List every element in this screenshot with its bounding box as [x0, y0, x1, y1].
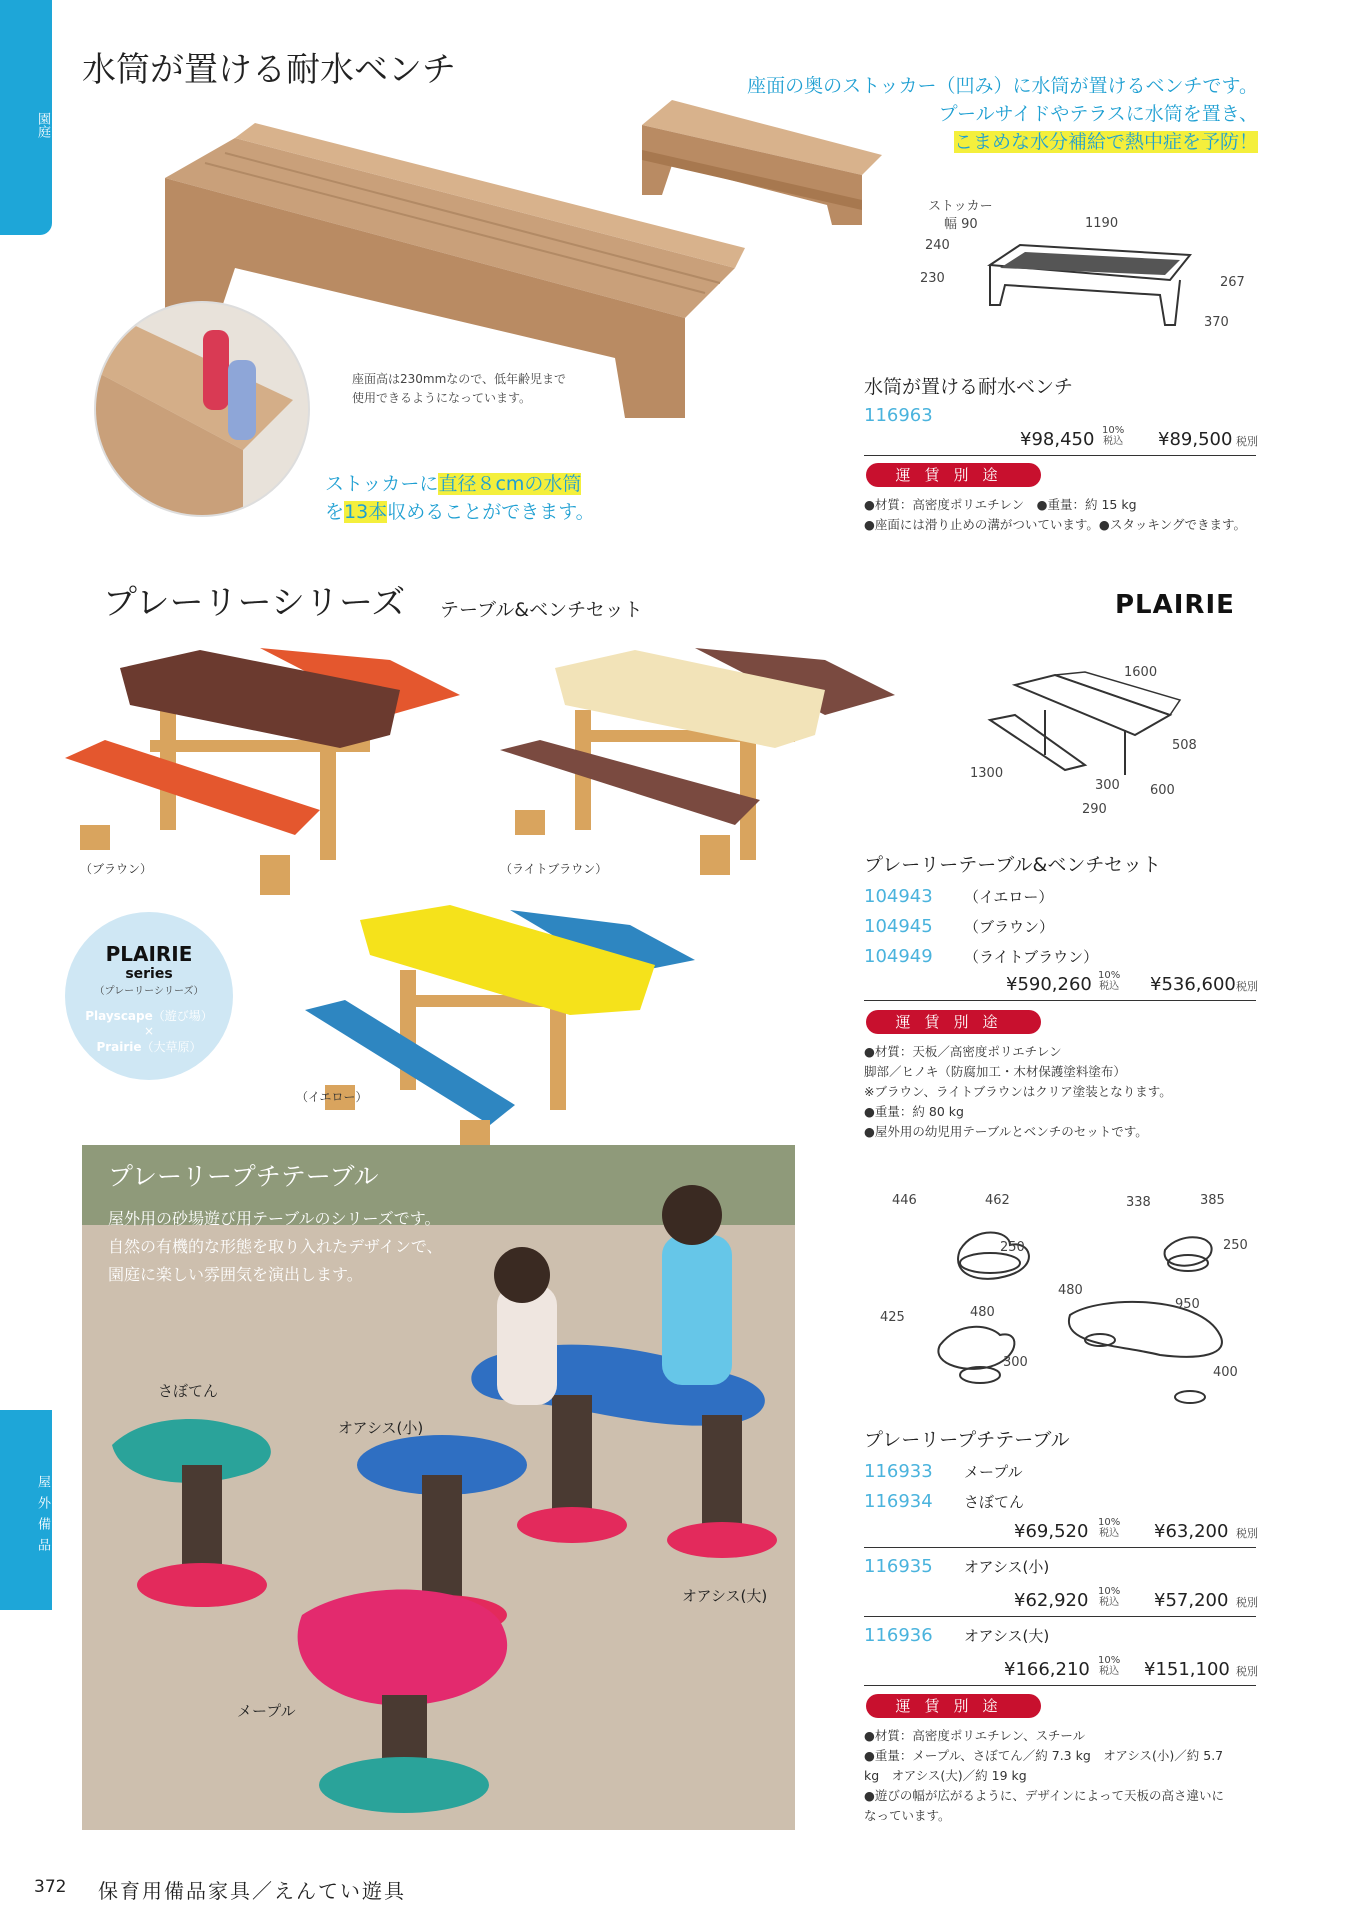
product-code[interactable]: 104949 — [864, 946, 933, 967]
stacked-bench-photo — [632, 95, 892, 245]
dim-depth: 600 — [1150, 783, 1175, 798]
excl-label: 税別 — [1236, 435, 1258, 448]
dim-maple-1: 446 — [892, 1193, 917, 1208]
side-tab-outdoor[interactable] — [0, 1410, 52, 1610]
bench-product-code[interactable]: 116963 — [864, 405, 933, 426]
spec-line: ●座面には滑り止めの溝がついています。●スタッキングできます。 — [864, 517, 1246, 532]
product-code[interactable]: 116936 — [864, 1625, 933, 1646]
stocker-capacity-note — [325, 470, 595, 526]
desc-line: 座面の奥のストッカー（凹み）に水筒が置けるベンチです。 — [747, 75, 1258, 97]
petit-code-row-2 — [864, 1556, 1049, 1577]
desc-line-highlight: こまめな水分補給で熱中症を予防！ — [953, 131, 1258, 153]
petit-code-row-3 — [864, 1625, 1049, 1646]
prairie-logo: PLAIRIE — [1115, 590, 1235, 620]
dim-maple-2: 462 — [985, 1193, 1010, 1208]
product-code[interactable]: 116934 — [864, 1491, 933, 1512]
prairie-specs — [864, 1042, 1172, 1142]
badge-cross: × — [143, 1024, 155, 1038]
code-label: メープル — [964, 1463, 1023, 1481]
petit-price-row-2 — [864, 1586, 1256, 1617]
price-excl-tax: ¥57,200 — [1154, 1590, 1229, 1611]
dim-depth: 370 — [1204, 315, 1229, 330]
dim-height: 508 — [1172, 738, 1197, 753]
product-code[interactable]: 116933 — [864, 1461, 933, 1482]
dim-oasis-s-3: 250 — [1223, 1238, 1248, 1253]
excl-label: 税別 — [1236, 1665, 1258, 1678]
dim-oasis-s-1: 338 — [1126, 1195, 1151, 1210]
dim-width: 1190 — [1085, 216, 1119, 231]
dim-saboten-1: 425 — [880, 1310, 905, 1325]
code-label: （イエロー） — [964, 888, 1054, 906]
price-incl-tax: ¥62,920 — [1014, 1590, 1089, 1611]
code-label: さぼてん — [964, 1493, 1025, 1511]
badge-text: （大草原） — [141, 1040, 202, 1054]
badge-text: Prairie — [96, 1040, 142, 1054]
spec-line: なっています。 — [864, 1808, 951, 1823]
side-tab-label: 園庭 — [35, 111, 50, 138]
petit-product-name: プレーリープチテーブル — [864, 1429, 1070, 1451]
petit-price-row-3 — [864, 1655, 1256, 1686]
note-line: 使用できるようになっています。 — [352, 391, 532, 405]
code-label: （ブラウン） — [964, 918, 1055, 936]
petit-code-list-1 — [864, 1457, 1024, 1517]
excl-label: 税別 — [1236, 1596, 1258, 1609]
dim-bench-width: 290 — [1082, 802, 1107, 817]
dim-stocker-label — [928, 195, 993, 214]
dim-oasis-s-2: 385 — [1200, 1193, 1225, 1208]
excl-label: 税別 — [1236, 980, 1258, 993]
code-label: オアシス(小) — [964, 1558, 1050, 1576]
badge-series-jp: （プレーリーシリーズ） — [94, 986, 204, 997]
tax-label: 10% 税込 — [1098, 1655, 1121, 1677]
spec-line: 脚部／ヒノキ（防腐加工・木材保護塗料塗布） — [864, 1064, 1126, 1079]
spec-line: ●重量：約 80 kg — [864, 1104, 964, 1119]
desc-line: 屋外用の砂場遊び用テーブルのシリーズです。 — [108, 1209, 441, 1228]
note-highlight: 13本 — [344, 501, 388, 523]
note-highlight: 直径８cmの水筒 — [438, 473, 582, 495]
price-incl-tax: ¥69,520 — [1014, 1521, 1089, 1542]
page-number: 372 — [34, 1877, 67, 1897]
dim-height-1: 240 — [925, 238, 950, 253]
price-excl-tax: ¥89,500 — [1158, 429, 1233, 450]
photo-label-oasis-large: オアシス(大) — [682, 1587, 768, 1605]
prairie-title: プレーリーシリーズ — [103, 583, 406, 623]
dim-bench-length: 1300 — [970, 766, 1004, 781]
price-incl-tax: ¥590,260 — [1006, 974, 1092, 995]
product-code[interactable]: 104943 — [864, 886, 933, 907]
spec-line: ●重量：メープル、さぼてん／約 7.3 kg オアシス(小)／約 5.7 — [864, 1748, 1224, 1763]
spec-line: ●材質：天板／高密度ポリエチレン — [864, 1044, 1062, 1059]
color-label-light-brown: （ライトブラウン） — [500, 862, 608, 876]
badge-series: series — [125, 966, 173, 982]
price-incl-tax: ¥98,450 — [1020, 429, 1095, 450]
freight-badge: 運賃別途 — [866, 463, 1041, 487]
dim-length: 1600 — [1124, 665, 1158, 680]
code-label: オアシス(大) — [964, 1627, 1050, 1645]
dim-maple-3: 250 — [1000, 1240, 1025, 1255]
note-line: 座面高は230mmなので、低年齢児まで — [352, 372, 567, 386]
stocker-detail-photo — [93, 300, 311, 518]
spec-line: ●屋外用の幼児用テーブルとベンチのセットです。 — [864, 1124, 1148, 1139]
dim-saboten-3: 300 — [1003, 1355, 1028, 1370]
photo-label-saboten: さぼてん — [158, 1382, 219, 1400]
spec-line: ●材質：高密度ポリエチレン、スチール — [864, 1728, 1086, 1743]
dim-stocker-width: 幅 90 — [944, 217, 978, 232]
footer-title: 保育用備品家具／えんてい遊具 — [98, 1879, 406, 1903]
price-excl-tax: ¥536,600 — [1150, 974, 1236, 995]
color-label-yellow: （イエロー） — [296, 1090, 368, 1104]
dim-bench-height: 300 — [1095, 778, 1120, 793]
product-code[interactable]: 104945 — [864, 916, 933, 937]
dim-oasis-l-3: 400 — [1213, 1365, 1238, 1380]
photo-label-maple: メープル — [237, 1702, 296, 1720]
code-label: （ライトブラウン） — [964, 948, 1099, 966]
freight-badge: 運賃別途 — [866, 1010, 1041, 1034]
petit-price-row-1 — [864, 1517, 1256, 1548]
dim-height-3: 267 — [1220, 275, 1245, 290]
note-text: を — [325, 501, 345, 523]
spec-line: ●遊びの幅が広がるように、デザインによって天板の高さ違いに — [864, 1788, 1225, 1803]
petit-specs — [864, 1726, 1224, 1826]
badge-text: Playscape — [85, 1009, 153, 1023]
petit-table-photo — [82, 1145, 795, 1830]
side-tab-garden[interactable] — [0, 0, 52, 235]
bench-price-row — [864, 425, 1256, 456]
prairie-dimension-drawing — [975, 670, 1205, 800]
yellow-table-photo — [300, 900, 700, 1170]
dim-height-2: 230 — [920, 271, 945, 286]
tax-label: 10% 税込 — [1098, 970, 1121, 992]
product-code[interactable]: 116935 — [864, 1556, 933, 1577]
badge-text: （遊び場） — [152, 1009, 213, 1023]
spec-line: ●材質：高密度ポリエチレン ●重量：約 15 kg — [864, 497, 1137, 512]
color-label-brown: （ブラウン） — [80, 862, 153, 876]
tax-label: 10% 税込 — [1102, 425, 1125, 447]
dim-text: ストッカー — [928, 199, 993, 214]
dim-oasis-l-1: 480 — [1058, 1283, 1083, 1298]
photo-description — [108, 1205, 443, 1289]
prairie-product-name: プレーリーテーブル&ベンチセット — [864, 854, 1161, 876]
freight-badge: 運賃別途 — [866, 1694, 1041, 1718]
prairie-price-row — [864, 970, 1256, 1001]
bench-title: 水筒が置ける耐水ベンチ — [82, 50, 456, 90]
desc-line: 園庭に楽しい雰囲気を演出します。 — [108, 1265, 363, 1284]
spec-line: kg オアシス(大)／約 19 kg — [864, 1768, 1027, 1783]
bench-product-name: 水筒が置ける耐水ベンチ — [864, 376, 1074, 398]
photo-label-oasis-small: オアシス(小) — [338, 1419, 424, 1437]
desc-line: プールサイドやテラスに水筒を置き、 — [938, 103, 1258, 125]
dim-saboten-2: 480 — [970, 1305, 995, 1320]
dim-oasis-l-2: 950 — [1175, 1297, 1200, 1312]
price-excl-tax: ¥151,100 — [1144, 1659, 1230, 1680]
prairie-subtitle: テーブル&ベンチセット — [440, 599, 643, 621]
note-text: ストッカーに — [325, 473, 439, 495]
price-incl-tax: ¥166,210 — [1004, 1659, 1090, 1680]
price-excl-tax: ¥63,200 — [1154, 1521, 1229, 1542]
spec-line: ※ブラウン、ライトブラウンはクリア塗装となります。 — [864, 1084, 1172, 1099]
excl-label: 税別 — [1236, 1527, 1258, 1540]
note-text: 収めることができます。 — [387, 501, 595, 523]
tax-label: 10% 税込 — [1098, 1517, 1121, 1539]
seat-height-note — [352, 370, 566, 408]
badge-logo: PLAIRIE — [105, 942, 193, 966]
photo-title: プレーリープチテーブル — [108, 1162, 379, 1191]
desc-line: 自然の有機的な形態を取り入れたデザインで、 — [108, 1237, 443, 1256]
tax-label: 10% 税込 — [1098, 1586, 1121, 1608]
bench-dimension-drawing — [970, 230, 1230, 340]
prairie-code-list — [864, 882, 1098, 972]
prairie-series-badge — [65, 912, 233, 1080]
bench-specs — [864, 495, 1246, 535]
side-tab-label: 屋外備品 — [35, 1475, 50, 1559]
